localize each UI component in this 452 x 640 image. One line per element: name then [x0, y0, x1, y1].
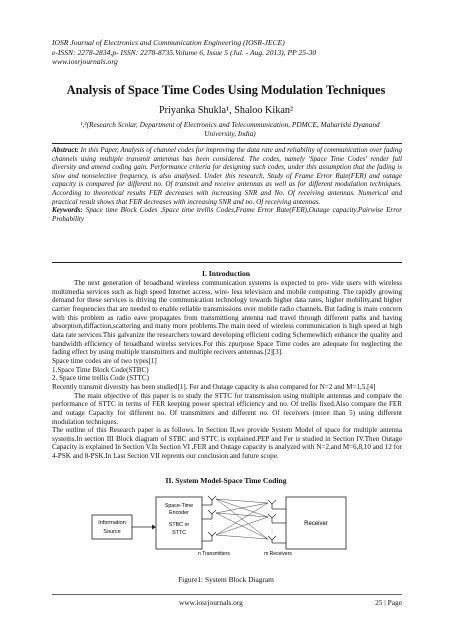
abstract-text: In this Paper, Analysis of channel codes for improving the data rate and reliability of communication over fading channels using multiple transmit antennas has been considered. The codes, namely 'Space Time Codes' render full diversity and amend coding gain. Performance criteria for designing such codes, under this assumption that the fading is slow and nonselective frequency, is also analysed. Under this research, Study of Frame Error Rate(FER) and outage capacity is compared for different no. Of transmit and receive antennas as well as for different modulation techniques. According to theoretical results FER decreases with increasing SNR and No. Of receiving antennas. Numerical and practical result shows that FER decreases with increasing SNR and no. Of receiving antennas. — [52, 146, 402, 206]
tx-label: n Transmitters — [198, 551, 230, 557]
source-label-1: Information — [98, 520, 126, 526]
intro-paragraph-2: Recently transmit diversity has been studied[1]. Fer and Outage capacity is also compared for N=2 and M=1,5.[4] — [52, 382, 376, 391]
abstract-label: Abstract: — [52, 146, 79, 154]
authors: Priyanka Shukla¹, Shaloo Kikan² — [158, 105, 293, 116]
abstract-top-rule — [52, 143, 402, 144]
intro-paragraph-1: The next generation of broadband wireless communication systems is expected to pro- vide users with wireless multimedia services such as high speed Internet access, wire- less television and mobile computing. The rapidly growing demand for these services is driving the communication technology towards higher data rates, higher mobility,and higher carrier frequencies that are needed to enable reliable transmissions over mobile radio channels. But fading is main concern with this problem as radio eave propagates from transmittiong antenna nad travel through different paths and having absorption,diffaction,scattering and many more problems.The main need of wireless communication is high speed at high data rate services.This galvanize the researchers toward developing efficient coding Schemewhich enhance the quality and bandwidth efficiency of broadband wirelss services.For this zpurpose Space Time codes are adequate for neglecting the fading effect by using multiple transmitters and multiple recivers antennas.[2][3]. — [52, 279, 402, 357]
source-label-2: Source — [103, 529, 121, 535]
channel-paths — [216, 499, 268, 539]
affiliation-line-2: University, India) — [204, 129, 256, 138]
receive-antennas — [268, 500, 286, 543]
system-block-diagram — [90, 493, 360, 573]
arrowhead-icon — [152, 525, 156, 530]
types-intro: Space time codes are of two types[1] — [52, 356, 157, 365]
type-sttc: 2. Space time trellis Code (STTC) — [52, 374, 149, 383]
issn-line: e-ISSN: 2278-2834,p- ISSN: 2278-8735.Volume 6, Issue 5 (Jul. - Aug. 2013), PP 25-30 — [52, 47, 317, 57]
figure-caption: Figure1: System Block Diagram — [178, 575, 274, 584]
affiliation-line-1: ¹,²(Research Scolar, Department of Electronics and Telecommunication, PDMCE, Maharishi Dyanand — [80, 120, 380, 129]
intro-paragraph-4: The outline of this Research paper is as follows. In Section II,we provide System Model of space for multiple antenna systems.In section III Block diagram of STBC and STTC is explained.PEP and Fer is studied in Section IV.Then Outage Capacity is explained In Section V.In Section VI ,FER and Outage capacity is analyzed with N=2,and M=6,8,10 and 12 for 4-PSK and 8-PSK.In Last Section VII reprents our conclusion and future scope. — [52, 426, 402, 461]
abstract-bottom-rule — [52, 262, 402, 263]
receiver-label: Receiver — [304, 521, 328, 527]
section-heading-system-model: II. System Model-Space Time Coding — [165, 476, 287, 485]
encoder-label-2: Encoder — [169, 510, 189, 516]
keywords-label: Keywords: — [52, 206, 83, 215]
journal-name: IOSR Journal of Electronics and Communication Engineering (IOSR-JECE) — [52, 38, 285, 47]
rx-ellipsis: ⋮ — [269, 530, 275, 535]
footer-rule — [52, 594, 402, 595]
section-heading-introduction: I. Introduction — [202, 269, 250, 278]
introduction-body — [52, 279, 402, 461]
keywords-text: Space time Block Codes ,Space time trellis Codes,Frame Error Rate(FER),Outage capacity,Pairwise Error Probability — [52, 206, 403, 223]
paper-title: Analysis of Space Time Codes Using Modulation Techniques — [66, 83, 386, 97]
encoder-label-4: STTC — [172, 530, 186, 536]
affiliation — [60, 120, 400, 138]
information-source-box — [92, 515, 132, 539]
tx-ellipsis: ⋮ — [209, 526, 215, 531]
abstract — [52, 146, 402, 223]
footer-url: www.iosrjournals.org — [179, 598, 243, 607]
transmit-antennas — [202, 496, 216, 541]
page-number: 25 | Page — [375, 598, 402, 607]
encoder-label-1: Space-Time — [164, 503, 194, 509]
journal-site: www.iosrjournals.org — [52, 57, 118, 66]
intro-paragraph-3: The main objective of this paper is to study the STTC for transmission using multiple antennas and compare the performance of STTC in terms of FER keeping power spectral efficiency and no. Of trellis fixed.Also compare the FER and outage Capacity for different no. Of transmitters and different no. Of receivers (more than 5) using different modulation techniques. — [52, 391, 402, 426]
type-stbc: 1.Space Time Block Code(STBC) — [52, 365, 149, 374]
encoder-label-3: STBC or — [168, 522, 190, 528]
rx-label: m Receivers — [264, 551, 292, 557]
